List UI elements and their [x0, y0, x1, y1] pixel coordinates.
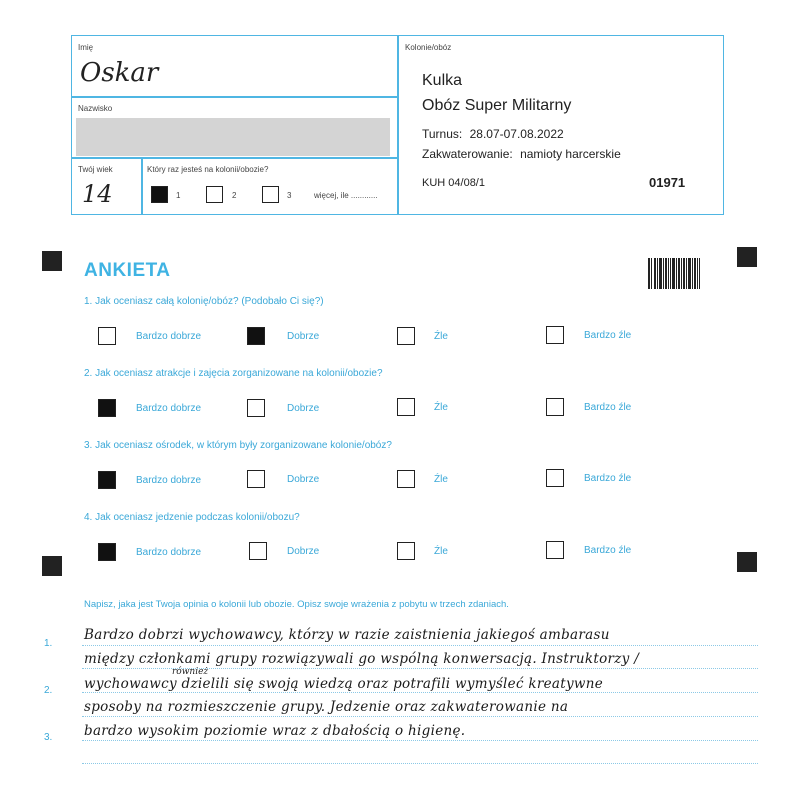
q4-label-bardzo-dobrze: Bardzo dobrze [136, 547, 202, 558]
registration-mark-bottom-left [42, 556, 62, 576]
q4-label-bardzo-zle: Bardzo źle [584, 545, 632, 556]
q4-label-dobrze: Dobrze [287, 546, 320, 557]
q3-label-bardzo-dobrze: Bardzo dobrze [136, 475, 202, 486]
q4-checkbox-zle[interactable] [397, 542, 415, 560]
turnus-value: 28.07-07.08.2022 [469, 127, 564, 141]
q3-label-zle: Źle [434, 474, 448, 485]
q3-checkbox-zle[interactable] [397, 470, 415, 488]
opinion-text-line-3[interactable]: wychowawcy dzielili się swoją wiedzą oraz potrafili wymyśleć kreatywne [84, 676, 604, 692]
q3-checkbox-bardzo-dobrze[interactable] [98, 471, 116, 489]
opinion-insertion: również [172, 667, 209, 677]
camp-code: KUH 04/08/1 [422, 177, 485, 189]
q1-label-zle: Źle [434, 331, 448, 342]
q2-label-dobrze: Dobrze [287, 403, 320, 414]
opinion-dotted-line [82, 763, 758, 764]
imie-value[interactable]: Oskar [80, 58, 159, 88]
ktory-raz-checkbox-2[interactable] [206, 186, 223, 203]
opinion-line-number-2: 2. [44, 685, 53, 696]
opinion-dotted-line [82, 740, 758, 741]
question-2: 2. Jak oceniasz atrakcje i zajęcia zorganizowane na kolonii/obozie? [84, 368, 383, 379]
header-divider-imie [71, 96, 398, 98]
opinion-text-line-2[interactable]: między członkami grupy rozwiązywali go wspólną konwersacją. Instruktorzy / [84, 651, 640, 667]
wiek-label: Twój wiek [78, 165, 113, 174]
q3-label-bardzo-zle: Bardzo źle [584, 473, 632, 484]
q4-checkbox-dobrze[interactable] [249, 542, 267, 560]
barcode [648, 258, 700, 289]
camp-type: Obóz Super Militarny [422, 97, 572, 114]
ktory-raz-option-2: 2 [232, 191, 237, 200]
q4-checkbox-bardzo-dobrze[interactable] [98, 543, 116, 561]
q3-checkbox-bardzo-zle[interactable] [546, 469, 564, 487]
q2-checkbox-zle[interactable] [397, 398, 415, 416]
opinion-text-line-1[interactable]: Bardzo dobrzi wychowawcy, którzy w razie zaistnienia jakiegoś ambarasu [84, 627, 610, 643]
q3-checkbox-dobrze[interactable] [247, 470, 265, 488]
q3-label-dobrze: Dobrze [287, 474, 320, 485]
opinion-line-number-3: 3. [44, 732, 53, 743]
nazwisko-redacted-value [76, 118, 390, 156]
opinion-dotted-line [82, 692, 758, 693]
form-number: 01971 [649, 175, 686, 190]
opinion-dotted-line [82, 716, 758, 717]
opinion-line-number-1: 1. [44, 638, 53, 649]
header-divider-nazwisko [71, 157, 398, 159]
question-3: 3. Jak oceniasz ośrodek, w którym były zorganizowane kolonie/obóz? [84, 440, 392, 451]
ktory-raz-label: Który raz jesteś na kolonii/obozie? [147, 165, 269, 174]
kolonie-label: Kolonie/obóz [405, 43, 452, 52]
q1-label-bardzo-dobrze: Bardzo dobrze [136, 331, 202, 342]
ktory-raz-option-3: 3 [287, 191, 292, 200]
question-4: 4. Jak oceniasz jedzenie podczas kolonii/obozu? [84, 512, 300, 523]
q2-checkbox-dobrze[interactable] [247, 399, 265, 417]
q4-label-zle: Źle [434, 546, 448, 557]
opinion-text-line-5[interactable]: bardzo wysokim poziomie wraz z dbałością o higienę. [84, 723, 466, 739]
q1-checkbox-dobrze[interactable] [247, 327, 265, 345]
turnus-label: Turnus: [422, 127, 463, 141]
zakwaterowanie [422, 147, 621, 161]
q1-label-dobrze: Dobrze [287, 331, 320, 342]
wiek-value[interactable]: 14 [82, 180, 113, 208]
q2-label-bardzo-zle: Bardzo źle [584, 402, 632, 413]
q2-label-zle: Źle [434, 402, 448, 413]
q4-checkbox-bardzo-zle[interactable] [546, 541, 564, 559]
q1-checkbox-bardzo-zle[interactable] [546, 326, 564, 344]
wiecej-label: więcej, ile ............ [314, 191, 378, 200]
turnus [422, 127, 564, 141]
ktory-raz-checkbox-1[interactable] [151, 186, 168, 203]
header-divider-wiek [141, 157, 143, 215]
zakwaterowanie-label: Zakwaterowanie: [422, 147, 513, 161]
q2-checkbox-bardzo-dobrze[interactable] [98, 399, 116, 417]
imie-label: Imię [78, 43, 94, 52]
opinion-text-line-4[interactable]: sposoby na rozmieszczenie grupy. Jedzenie oraz zakwaterowanie na [84, 699, 569, 715]
survey-title: ANKIETA [84, 260, 171, 281]
q1-checkbox-bardzo-dobrze[interactable] [98, 327, 116, 345]
header-divider-vertical [397, 35, 399, 215]
zakwaterowanie-value: namioty harcerskie [520, 147, 621, 161]
camp-name: Kulka [422, 72, 463, 89]
registration-mark-top-left [42, 251, 62, 271]
opinion-prompt: Napisz, jaka jest Twoja opinia o kolonii lub obozie. Opisz swoje wrażenia z pobytu w trzech zdaniach. [84, 599, 509, 610]
nazwisko-label: Nazwisko [78, 104, 113, 113]
opinion-dotted-line [82, 645, 758, 646]
q1-checkbox-zle[interactable] [397, 327, 415, 345]
q1-label-bardzo-zle: Bardzo źle [584, 330, 632, 341]
registration-mark-top-right [737, 247, 757, 267]
registration-mark-bottom-right [737, 552, 757, 572]
question-1: 1. Jak oceniasz całą kolonię/obóz? (Podobało Ci się?) [84, 296, 324, 307]
ktory-raz-checkbox-3[interactable] [262, 186, 279, 203]
q2-label-bardzo-dobrze: Bardzo dobrze [136, 403, 202, 414]
q2-checkbox-bardzo-zle[interactable] [546, 398, 564, 416]
ktory-raz-option-1: 1 [176, 191, 181, 200]
